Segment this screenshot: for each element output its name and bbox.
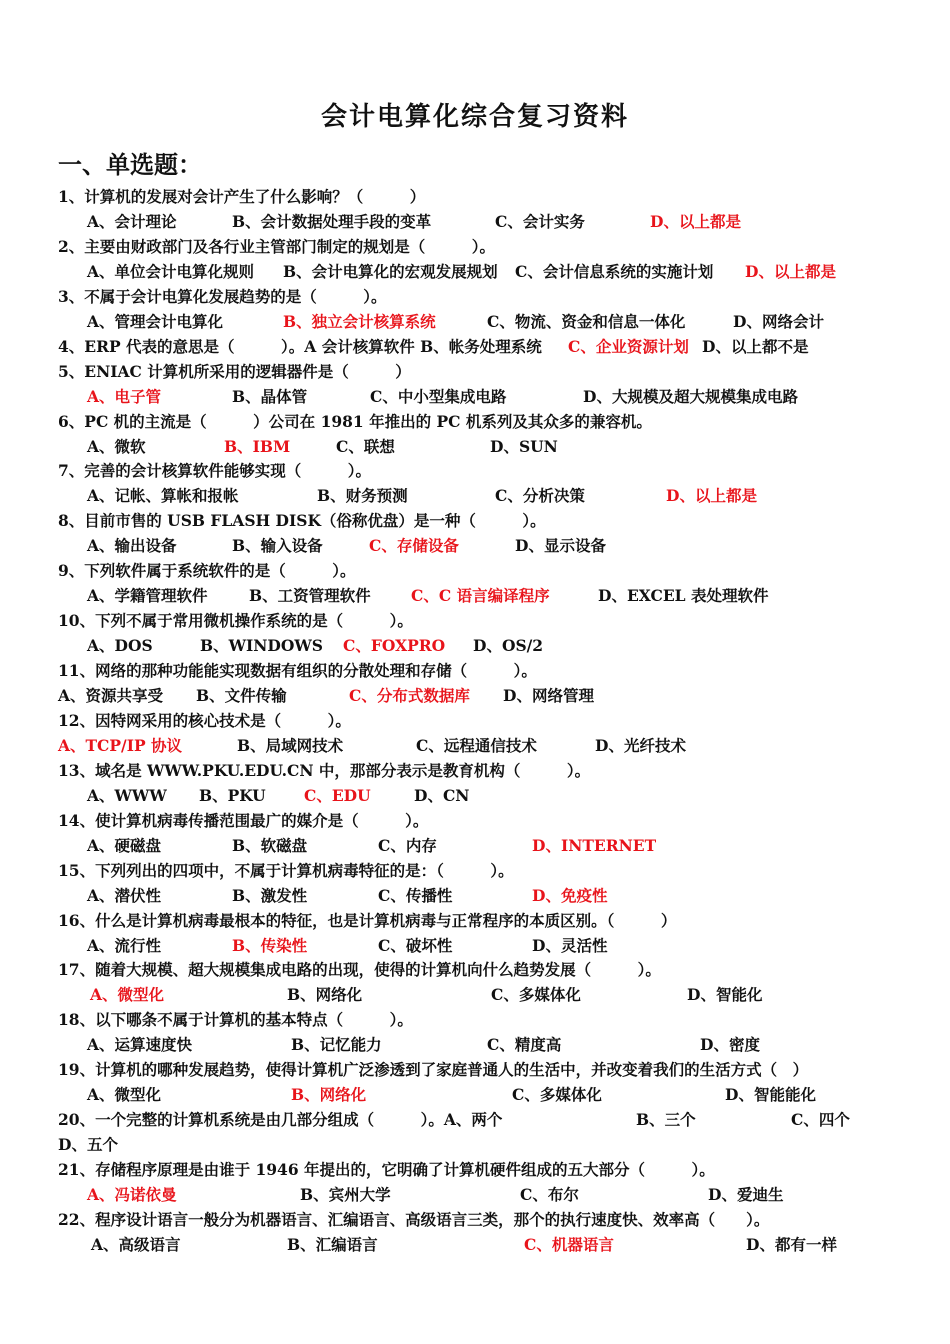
text-segment: C、远程通信技术 [416, 735, 537, 755]
text-segment: B、晶体管 [232, 386, 308, 406]
text-segment: D、光纤技术 [595, 735, 686, 755]
text-segment: B、激发性 [232, 885, 308, 905]
text-segment: B、文件传输 [196, 686, 287, 705]
text-segment: C、四个 [791, 1110, 850, 1130]
text-segment: A、潜伏性 [87, 885, 162, 905]
text-segment: A、流行性 [87, 935, 162, 955]
text-segment: 22、程序设计语言一般分为机器语言、汇编语言、高级语言三类，那个的执行速度快、效率高（ ）。 [58, 1209, 770, 1229]
text-segment: C、传播性 [378, 885, 453, 905]
text-segment: B、记忆能力 [291, 1035, 382, 1055]
text-segment: D、SUN [490, 436, 558, 456]
text-segment: C、多媒体化 [512, 1085, 602, 1105]
text-segment: B、汇编语言 [287, 1234, 378, 1254]
text-segment: C、会计信息系统的实施计划 [515, 261, 714, 281]
correct-answer: A、电子管 [87, 386, 162, 406]
text-segment: D、都有一样 [746, 1234, 837, 1254]
text-segment: D、网络会计 [733, 311, 824, 331]
text-segment: A、会计理论 [87, 211, 177, 231]
correct-answer: B、传染性 [232, 935, 308, 955]
text-segment: B、会计电算化的宏观发展规划 [283, 261, 498, 281]
text-segment: C、精度高 [487, 1035, 562, 1055]
text-segment: 3、不属于会计电算化发展趋势的是（ ）。 [58, 286, 387, 306]
text-segment: 4、ERP 代表的意思是（ ）。A 会计核算软件 B、帐务处理系统 [58, 336, 542, 356]
correct-answer: D、以上都是 [650, 211, 741, 231]
text-segment: B、PKU [199, 785, 266, 805]
text-segment: B、WINDOWS [200, 636, 323, 656]
text-segment: D、大规模及超大规模集成电路 [583, 386, 798, 406]
text-segment: D、显示设备 [515, 536, 606, 556]
text-segment: B、财务预测 [317, 486, 408, 506]
text-segment: A、学籍管理软件 [87, 586, 208, 606]
text-segment: 12、因特网采用的核心技术是（ ）。 [58, 710, 351, 730]
text-segment: 21、存储程序原理是由谁于 1946 年提出的，它明确了计算机硬件组成的五大部分（ ）。 [58, 1160, 715, 1180]
text-segment: A、硬磁盘 [87, 835, 162, 855]
text-segment: A、资源共享受 [58, 686, 164, 705]
text-segment: 1、计算机的发展对会计产生了什么影响？（ ） [58, 187, 426, 206]
correct-answer: C、EDU [304, 785, 371, 805]
text-segment: 8、目前市售的 USB FLASH DISK（俗称优盘）是一种（ ）。 [58, 511, 546, 531]
text-segment: D、OS/2 [473, 636, 544, 656]
text-segment: C、破坏性 [378, 935, 453, 955]
text-segment: D、EXCEL 表处理软件 [598, 586, 769, 606]
text-segment: 7、完善的会计核算软件能够实现（ ）。 [58, 461, 372, 481]
text-segment: C、多媒体化 [491, 985, 581, 1005]
text-segment: A、微型化 [87, 1085, 162, 1105]
text-segment: 11、网络的那种功能能实现数据有组织的分散处理和存储（ ）。 [58, 661, 537, 681]
text-segment: 17、随着大规模、超大规模集成电路的出现，使得的计算机向什么趋势发展（ ）。 [58, 960, 661, 980]
correct-answer: A、微型化 [90, 985, 165, 1005]
text-segment: A、记帐、算帐和报帐 [87, 486, 239, 506]
correct-answer: D、以上都是 [745, 261, 836, 281]
text-segment: B、宾州大学 [300, 1185, 391, 1204]
text-segment: C、内存 [378, 835, 437, 855]
text-segment: B、输入设备 [232, 536, 323, 556]
correct-answer: C、机器语言 [524, 1234, 614, 1254]
text-segment: 20、一个完整的计算机系统是由几部分组成（ ）。A、两个 [58, 1110, 503, 1130]
text-segment: D、爱迪生 [708, 1185, 784, 1204]
correct-answer: D、免疫性 [532, 885, 608, 905]
text-segment: B、工资管理软件 [249, 586, 371, 606]
text-segment: B、三个 [636, 1110, 696, 1130]
text-segment: D、五个 [58, 1135, 118, 1155]
text-segment: 10、下列不属于常用微机操作系统的是（ ）。 [58, 611, 413, 631]
text-segment: C、布尔 [520, 1185, 579, 1204]
correct-answer: C、企业资源计划 [568, 336, 689, 356]
text-segment: 2、主要由财政部门及各行业主管部门制定的规划是（ ）。 [58, 236, 496, 256]
correct-answer: A、冯诺依曼 [87, 1185, 177, 1204]
text-segment: A、单位会计电算化规则 [87, 261, 255, 281]
correct-answer: A、TCP/IP 协议 [58, 735, 183, 755]
text-segment: C、物流、资金和信息一体化 [487, 311, 686, 331]
text-segment: B、局域网技术 [237, 735, 344, 755]
text-segment: A、DOS [87, 636, 153, 656]
text-segment: D、灵活性 [532, 935, 608, 955]
text-segment: D、网络管理 [503, 686, 594, 705]
correct-answer: D、以上都是 [666, 486, 757, 506]
text-segment: C、会计实务 [495, 211, 585, 231]
text-segment: B、网络化 [287, 985, 363, 1005]
correct-answer: D、INTERNET [532, 835, 657, 855]
correct-answer: C、C 语言编译程序 [411, 586, 550, 606]
correct-answer: C、存储设备 [369, 536, 459, 556]
text-segment: C、联想 [336, 436, 395, 456]
text-segment: 9、下列软件属于系统软件的是（ ）。 [58, 561, 356, 581]
text-segment: D、CN [414, 785, 470, 805]
text-segment: D、密度 [700, 1035, 760, 1055]
text-segment: 19、计算机的哪种发展趋势，使得计算机广泛渗透到了家庭普通人的生活中，并改变着我们的生活方式（ ） [58, 1060, 809, 1080]
text-segment: B、软磁盘 [232, 835, 308, 855]
text-segment: D、智能能化 [725, 1085, 816, 1105]
text-segment: D、以上都不是 [702, 336, 809, 356]
text-segment: D、智能化 [687, 985, 763, 1005]
text-segment: 13、域名是 WWW.PKU.EDU.CN 中，那部分表示是教育机构（ ）。 [58, 760, 591, 780]
text-segment: 15、下列列出的四项中，不属于计算机病毒特征的是：（ ）。 [58, 860, 514, 880]
text-segment: B、会计数据处理手段的变革 [232, 211, 432, 231]
text-segment: 6、PC 机的主流是（ ）公司在 1981 年推出的 PC 机系列及其众多的兼容机。 [58, 411, 652, 431]
text-segment: C、中小型集成电路 [370, 386, 507, 406]
text-segment: A、输出设备 [87, 536, 177, 556]
correct-answer: C、FOXPRO [343, 636, 446, 656]
section-heading: 一、单选题： [58, 151, 202, 179]
text-segment: A、管理会计电算化 [87, 311, 224, 331]
correct-answer: B、网络化 [291, 1085, 367, 1105]
document-title: 会计电算化综合复习资料 [320, 102, 629, 132]
text-segment: A、高级语言 [91, 1234, 181, 1254]
correct-answer: B、独立会计核算系统 [283, 311, 436, 331]
text-segment: A、WWW [87, 785, 167, 805]
correct-answer: B、IBM [224, 436, 291, 456]
text-segment: A、微软 [87, 436, 146, 456]
text-segment: A、运算速度快 [87, 1035, 193, 1055]
text-segment: 16、什么是计算机病毒最根本的特征，也是计算机病毒与正常程序的本质区别。（ ） [58, 910, 677, 930]
text-segment: 18、以下哪条不属于计算机的基本特点（ ）。 [58, 1010, 413, 1030]
correct-answer: C、分布式数据库 [349, 686, 470, 705]
text-segment: 14、使计算机病毒传播范围最广的媒介是（ ）。 [58, 810, 429, 830]
text-segment: 5、ENIAC 计算机所采用的逻辑器件是（ ） [58, 361, 411, 381]
text-segment: C、分析决策 [495, 486, 585, 506]
